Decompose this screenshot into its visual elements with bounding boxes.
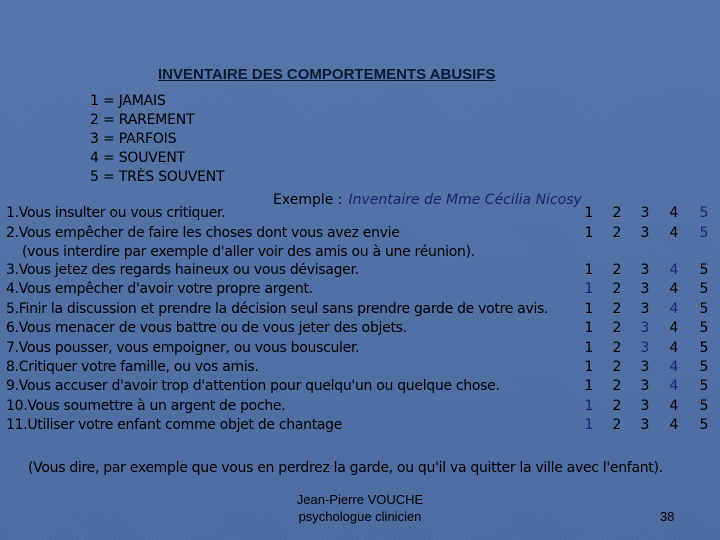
score-cell: 2 xyxy=(612,320,622,336)
score-cell: 1 xyxy=(584,340,594,356)
score-cell: 3 xyxy=(640,281,650,297)
footnote: (Vous dire, par exemple que vous en perdrez la garde, ou qu'il va quitter la ville avec l'enfant). xyxy=(28,460,663,476)
item-11: 11.Utiliser votre enfant comme objet de chantage xyxy=(6,417,343,433)
footer-role: psychologue clinicien xyxy=(298,509,422,524)
score-cell: 5 xyxy=(699,320,709,336)
score-cell: 1 xyxy=(584,301,594,317)
score-cell: 5 xyxy=(699,225,709,241)
score-cell: 3 xyxy=(640,320,650,336)
item-4: 4.Vous empêcher d'avoir votre propre argent. xyxy=(6,281,313,297)
score-cell: 5 xyxy=(699,281,709,297)
scale-item-5: 5 = TRÈS SOUVENT xyxy=(90,169,225,185)
score-cell: 5 xyxy=(699,262,709,278)
score-cell: 3 xyxy=(640,225,650,241)
example-label: Exemple : xyxy=(273,192,343,208)
score-cell: 3 xyxy=(640,359,650,375)
score-cell: 1 xyxy=(584,262,594,278)
score-cell: 4 xyxy=(669,281,679,297)
score-cell: 5 xyxy=(699,378,709,394)
score-cell: 4 xyxy=(669,225,679,241)
scale-item-2: 2 = RAREMENT xyxy=(90,112,195,128)
score-cell: 1 xyxy=(584,398,594,414)
item-6: 6.Vous menacer de vous battre ou de vous jeter des objets. xyxy=(6,320,407,336)
score-cell: 2 xyxy=(612,225,622,241)
score-cell: 4 xyxy=(669,340,679,356)
item-2: 2.Vous empêcher de faire les choses dont vous avez envie xyxy=(6,225,400,241)
item-5: 5.Finir la discussion et prendre la décision seul sans prendre garde de votre avis. xyxy=(6,301,549,317)
score-cell: 1 xyxy=(584,378,594,394)
item-10: 10.Vous soumettre à un argent de poche. xyxy=(6,398,286,414)
page-number: 38 xyxy=(660,509,675,524)
score-cell: 1 xyxy=(584,205,594,221)
score-cell: 1 xyxy=(584,225,594,241)
scale-item-4: 4 = SOUVENT xyxy=(90,150,185,166)
item-1: 1.Vous insulter ou vous critiquer. xyxy=(6,205,226,221)
scale-item-1: 1 = JAMAIS xyxy=(90,93,166,109)
footer-author: Jean-Pierre VOUCHE xyxy=(296,492,424,507)
score-cell: 5 xyxy=(699,417,709,433)
item-3: 3.Vous jetez des regards haineux ou vous dévisager. xyxy=(6,262,359,278)
score-cell: 4 xyxy=(669,378,679,394)
score-cell: 4 xyxy=(669,417,679,433)
score-cell: 1 xyxy=(584,320,594,336)
score-cell: 1 xyxy=(584,281,594,297)
score-cell: 2 xyxy=(612,262,622,278)
score-cell: 2 xyxy=(612,359,622,375)
score-cell: 1 xyxy=(584,417,594,433)
score-cell: 5 xyxy=(699,340,709,356)
score-cell: 4 xyxy=(669,205,679,221)
score-cell: 3 xyxy=(640,340,650,356)
score-cell: 4 xyxy=(669,398,679,414)
example-value: Inventaire de Mme Cécilia Nicosy xyxy=(348,192,582,208)
score-cell: 2 xyxy=(612,340,622,356)
score-cell: 4 xyxy=(669,262,679,278)
page-title: INVENTAIRE DES COMPORTEMENTS ABUSIFS xyxy=(158,66,496,83)
score-cell: 2 xyxy=(612,205,622,221)
score-cell: 3 xyxy=(640,262,650,278)
item-8: 8.Critiquer votre famille, ou vos amis. xyxy=(6,359,259,375)
score-cell: 1 xyxy=(584,359,594,375)
score-cell: 5 xyxy=(699,205,709,221)
item-7: 7.Vous pousser, vous empoigner, ou vous bousculer. xyxy=(6,340,360,356)
example-line xyxy=(273,192,582,208)
score-cell: 3 xyxy=(640,205,650,221)
score-cell: 3 xyxy=(640,301,650,317)
score-cell: 3 xyxy=(640,398,650,414)
item-9: 9.Vous accuser d'avoir trop d'attention pour quelqu'un ou quelque chose. xyxy=(6,378,500,394)
item-2-detail: (vous interdire par exemple d'aller voir des amis ou à une réunion). xyxy=(22,244,475,260)
score-cell: 3 xyxy=(640,417,650,433)
score-cell: 5 xyxy=(699,359,709,375)
score-cell: 4 xyxy=(669,359,679,375)
score-cell: 2 xyxy=(612,301,622,317)
score-cell: 4 xyxy=(669,320,679,336)
score-cell: 2 xyxy=(612,417,622,433)
score-cell: 2 xyxy=(612,378,622,394)
score-cell: 5 xyxy=(699,398,709,414)
scale-item-3: 3 = PARFOIS xyxy=(90,131,177,147)
score-cell: 4 xyxy=(669,301,679,317)
score-cell: 2 xyxy=(612,281,622,297)
score-cell: 5 xyxy=(699,301,709,317)
score-cell: 3 xyxy=(640,378,650,394)
score-cell: 2 xyxy=(612,398,622,414)
